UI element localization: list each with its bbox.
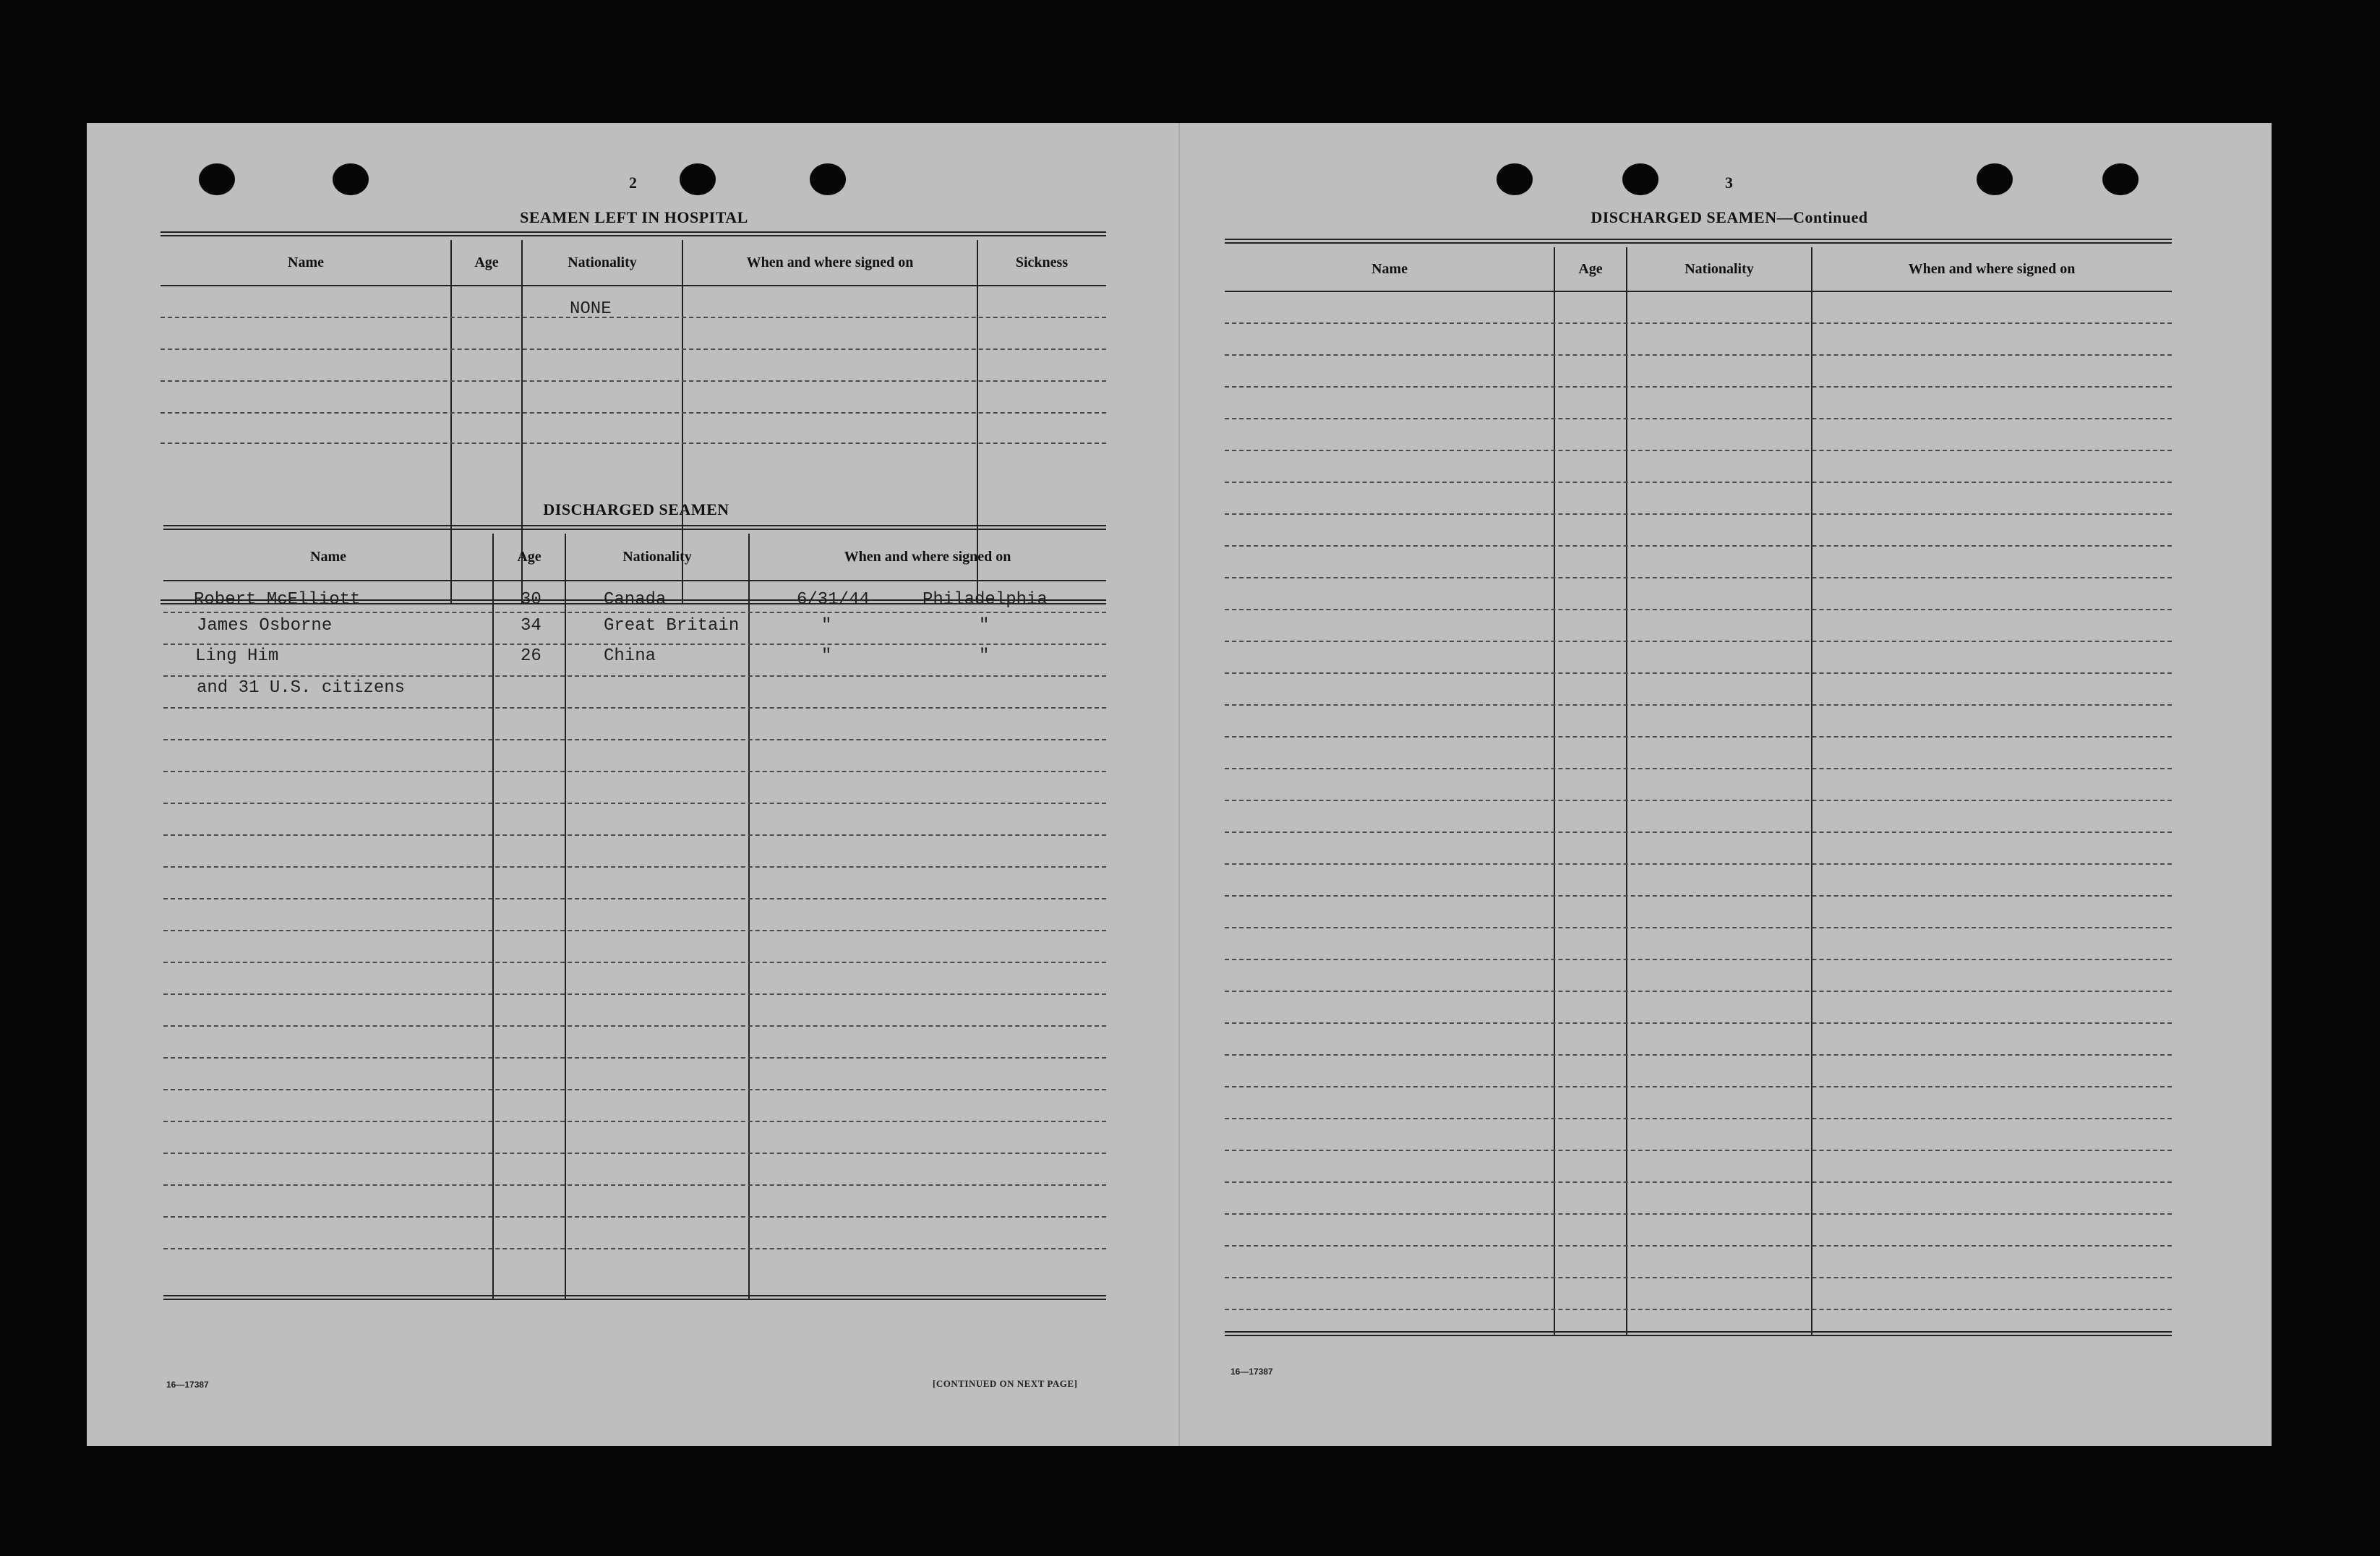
ruled-line [1225, 1213, 2172, 1215]
seaman-name: James Osborne [197, 616, 333, 636]
section-rule [163, 525, 1106, 530]
ruled-line [163, 803, 1106, 804]
ruled-line [1225, 1086, 2172, 1087]
ruled-line [1225, 641, 2172, 642]
column-header-signed-on: When and where signed on [844, 548, 1011, 565]
ruled-line [1225, 1277, 2172, 1278]
form-number: 16—17387 [1230, 1367, 1273, 1377]
ruled-line [160, 349, 1106, 350]
ruled-line [1225, 832, 2172, 833]
discharged-continued-table [1225, 247, 2172, 1336]
seaman-name: Ling Him [195, 646, 279, 666]
ruled-line [1225, 482, 2172, 483]
ruled-line [163, 834, 1106, 836]
punch-hole [1497, 163, 1533, 195]
table-header [160, 240, 1106, 286]
ruled-line [1225, 1309, 2172, 1310]
column-header-name: Name [288, 254, 324, 270]
ruled-line [163, 1121, 1106, 1122]
ruled-line [1225, 1022, 2172, 1024]
ruled-line [163, 962, 1106, 963]
table-header [163, 534, 1106, 581]
ruled-line [1225, 1054, 2172, 1056]
seaman-age: 30 [521, 590, 542, 610]
punch-hole [1622, 163, 1658, 195]
ruled-line [163, 739, 1106, 740]
ruled-line [1225, 386, 2172, 388]
section-rule [160, 231, 1106, 236]
table-header [1225, 247, 2172, 292]
ruled-line [163, 612, 1106, 613]
ruled-line [163, 1089, 1106, 1090]
ruled-line [1225, 1245, 2172, 1247]
signed-on-date: " [821, 646, 832, 666]
seaman-nationality: Great Britain [604, 616, 740, 636]
discharged-continued-title [1591, 208, 1867, 227]
ruled-line [1225, 609, 2172, 610]
ruled-line [163, 1216, 1106, 1218]
column-header-age: Age [517, 548, 542, 565]
form-number: 16—17387 [166, 1380, 209, 1390]
ruled-line [163, 1025, 1106, 1027]
ruled-line [1225, 991, 2172, 992]
continued-note: [CONTINUED ON NEXT PAGE] [933, 1378, 1078, 1389]
signed-on-date: 6/31/44 [797, 590, 870, 610]
column-header-nationality: Nationality [568, 254, 637, 270]
seaman-nationality: Canada [604, 590, 667, 610]
ruled-line [160, 443, 1106, 444]
punch-hole [199, 163, 235, 195]
ruled-line [160, 317, 1106, 318]
column-divider [1554, 247, 1555, 1336]
ruled-line [160, 412, 1106, 414]
left-page [87, 123, 1178, 1446]
ruled-line [1225, 1118, 2172, 1119]
page-number: 3 [1725, 174, 1733, 192]
column-header-name: Name [310, 548, 346, 565]
ruled-line [1225, 959, 2172, 960]
ruled-line [1225, 513, 2172, 515]
signed-on-place: " [979, 616, 990, 636]
column-header-name: Name [1371, 260, 1408, 277]
ruled-line [163, 866, 1106, 868]
column-divider [1811, 247, 1812, 1336]
page-number: 2 [629, 174, 637, 192]
ruled-line [163, 707, 1106, 709]
ruled-line [1225, 800, 2172, 801]
punch-hole [333, 163, 369, 195]
seaman-name: and 31 U.S. citizens [197, 678, 406, 698]
seaman-nationality: China [604, 646, 656, 666]
ruled-line [1225, 863, 2172, 865]
ruled-line [1225, 322, 2172, 324]
signed-on-place: " [979, 646, 990, 666]
ruled-line [163, 1153, 1106, 1154]
signed-on-date: " [821, 616, 832, 636]
ruled-line [1225, 450, 2172, 451]
column-header-signed-on: When and where signed on [746, 254, 914, 270]
ruled-line [1225, 704, 2172, 706]
punch-hole [810, 163, 846, 195]
document-sheet [87, 123, 2272, 1446]
ruled-line [163, 771, 1106, 772]
ruled-line [1225, 577, 2172, 578]
right-page [1180, 123, 2272, 1446]
ruled-line [1225, 545, 2172, 547]
column-header-nationality: Nationality [622, 548, 692, 565]
ruled-line [163, 1057, 1106, 1059]
ruled-line [163, 1184, 1106, 1186]
title-main: DISCHARGED SEAMEN [1591, 208, 1777, 226]
ruled-line [163, 644, 1106, 645]
column-header-nationality: Nationality [1685, 260, 1754, 277]
seaman-name: Robert McElliott [194, 590, 361, 610]
ruled-line [1225, 354, 2172, 356]
ruled-line [163, 898, 1106, 899]
seaman-age: 34 [521, 616, 542, 636]
ruled-line [1225, 418, 2172, 419]
ruled-line [163, 675, 1106, 677]
ruled-line [1225, 927, 2172, 928]
hospital-entry-none: NONE [570, 299, 612, 319]
column-header-age: Age [1578, 260, 1603, 277]
ruled-line [1225, 768, 2172, 769]
column-header-sickness: Sickness [1015, 254, 1069, 270]
ruled-line [163, 993, 1106, 995]
table-bottom-rule [163, 1295, 1106, 1300]
table-bottom-rule [1225, 1331, 2172, 1336]
hospital-section-title: SEAMEN LEFT IN HOSPITAL [520, 208, 748, 226]
punch-hole [1977, 163, 2013, 195]
ruled-line [163, 930, 1106, 931]
column-divider [1626, 247, 1627, 1336]
ruled-line [1225, 736, 2172, 738]
ruled-line [1225, 895, 2172, 897]
signed-on-place: Philadelphia [923, 590, 1048, 610]
column-header-signed-on: When and where signed on [1908, 260, 2076, 277]
punch-hole [680, 163, 716, 195]
ruled-line [163, 1248, 1106, 1249]
ruled-line [1225, 672, 2172, 674]
ruled-line [160, 380, 1106, 382]
seaman-age: 26 [521, 646, 542, 666]
title-continued: —Continued [1776, 208, 1868, 226]
section-rule [1225, 239, 2172, 244]
ruled-line [1225, 1150, 2172, 1151]
punch-hole [2102, 163, 2139, 195]
discharged-section-title: DISCHARGED SEAMEN [543, 500, 729, 518]
column-header-age: Age [474, 254, 499, 270]
ruled-line [1225, 1181, 2172, 1183]
